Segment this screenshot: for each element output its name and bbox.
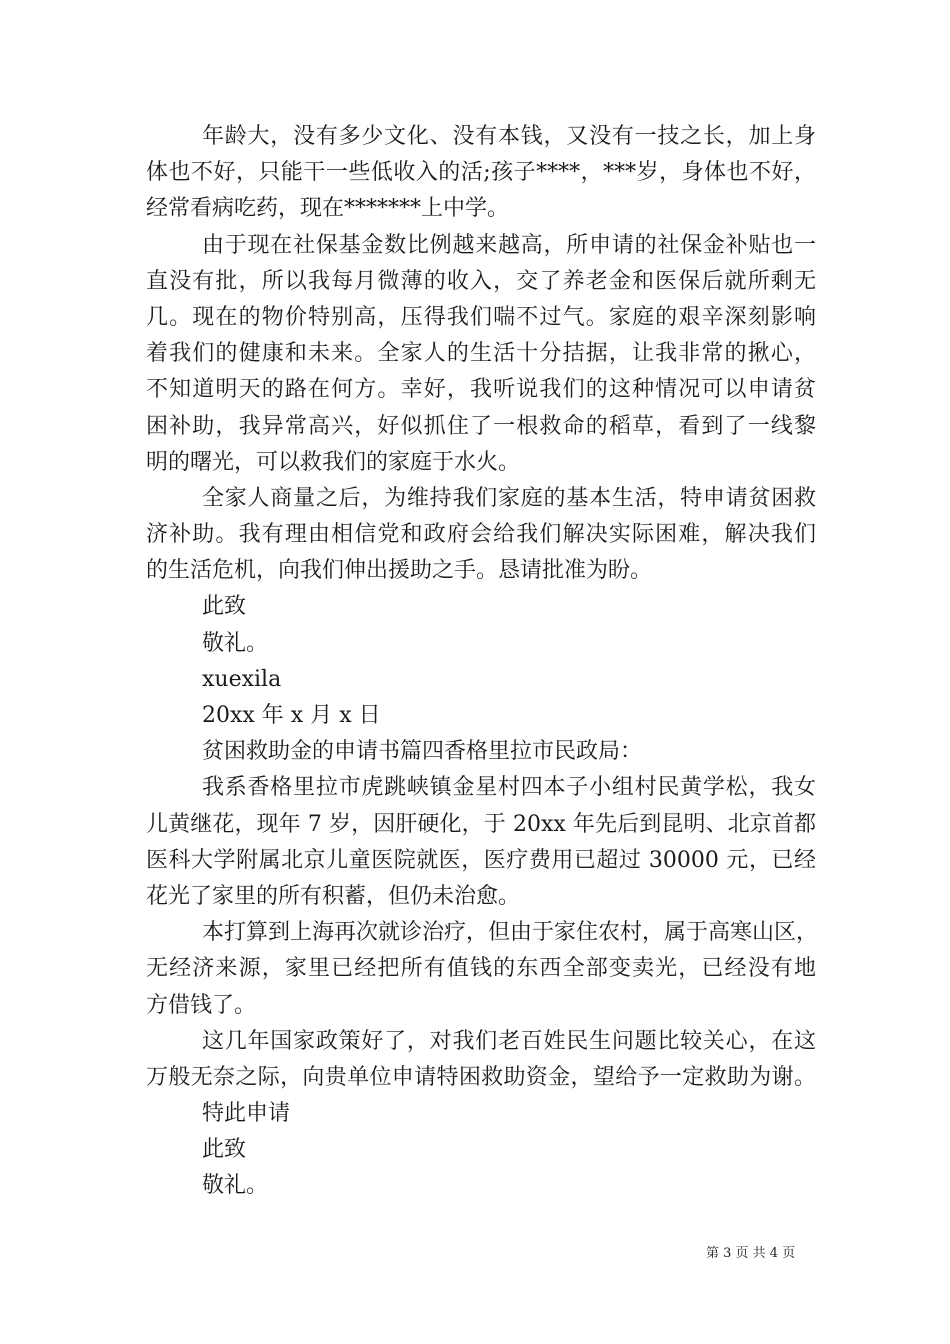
closing-salutation: 此致 [202,1137,247,1163]
text-line: 方借钱了。 [146,992,257,1018]
text-line: 困补助，我异常高兴，好似抓住了一根救命的稻草，看到了一线黎 [146,413,816,439]
text-line: 明的曙光，可以救我们的家庭于水火。 [146,449,521,475]
text-line: 花光了家里的所有积蓄，但仍未治愈。 [146,883,521,909]
closing-salutation: 此致 [202,594,247,620]
text-line: 直没有批，所以我每月微薄的收入，交了养老金和医保后就所剩无 [146,268,816,294]
text-line: 经常看病吃药，现在*******上中学。 [146,196,510,222]
text-line: 儿黄继花，现年 7 岁，因肝硬化，于 20xx 年先后到昆明、北京首都 [146,811,816,837]
section-heading: 贫困救助金的申请书篇四香格里拉市民政局： [202,739,643,765]
text-line: 着我们的健康和未来。全家人的生活十分拮据，让我非常的揪心， [146,341,816,367]
text-line: 本打算到上海再次就诊治疗，但由于家住农村，属于高寒山区， [202,920,819,946]
signature: xuexila [202,666,282,692]
closing-regards: 敬礼。 [202,1173,269,1199]
text-line: 这几年国家政策好了，对我们老百姓民生问题比较关心，在这 [202,1028,816,1054]
text-line: 万般无奈之际，向贵单位申请特困救助资金，望给予一定救助为谢。 [146,1064,816,1090]
text-line: 体也不好，只能干一些低收入的活;孩子****，***岁，身体也不好， [146,160,816,186]
text-line: 我系香格里拉市虎跳峡镇金星村四本子小组村民黄学松，我女 [202,775,816,801]
text-line: 不知道明天的路在何方。幸好，我听说我们的这种情况可以申请贫 [146,377,816,403]
closing-request: 特此申请 [202,1101,291,1127]
date-line: 20xx 年 x 月 x 日 [202,703,381,728]
page-number: 第 3 页 共 4 页 [706,1246,796,1261]
text-line: 医科大学附属北京儿童医院就医，医疗费用已超过 30000 元，已经 [146,847,816,873]
text-line: 无经济来源，家里已经把所有值钱的东西全部变卖光，已经没有地 [146,956,816,982]
closing-regards: 敬礼。 [202,630,269,656]
document-body [146,119,819,1205]
text-line: 的生活危机，向我们伸出援助之手。恳请批准为盼。 [146,558,653,584]
text-line: 由于现在社保基金数比例越来越高，所申请的社保金补贴也一 [202,232,816,258]
text-line: 全家人商量之后，为维持我们家庭的基本生活，特申请贫困救 [202,485,816,511]
text-line: 几。现在的物价特别高，压得我们喘不过气。家庭的艰辛深刻影响 [146,304,816,330]
text-line: 济补助。我有理由相信党和政府会给我们解决实际困难，解决我们 [146,522,816,548]
text-line: 年龄大，没有多少文化、没有本钱，又没有一技之长，加上身 [202,124,816,149]
